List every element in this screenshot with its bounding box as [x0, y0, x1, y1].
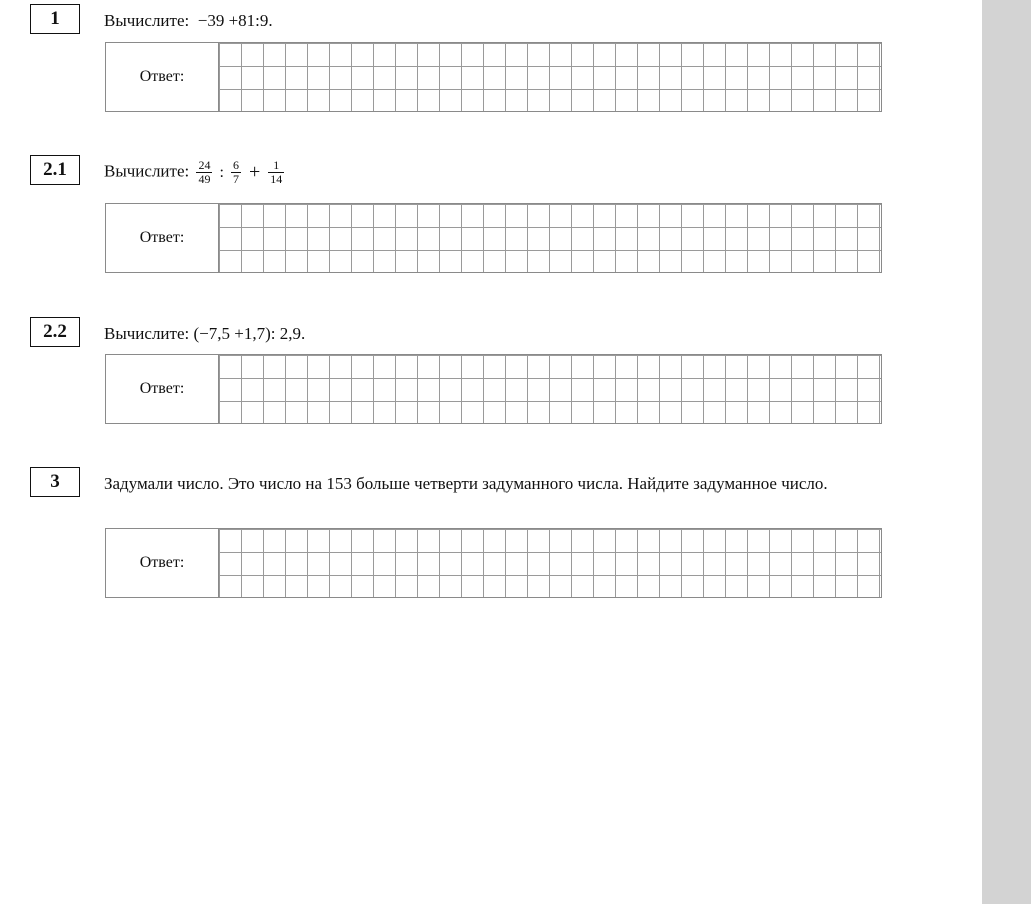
task-number-2-1: 2.1: [30, 155, 80, 185]
fraction-numerator: 6: [232, 158, 239, 172]
answer-label: Ответ:: [106, 43, 219, 111]
task-2-2-label: Вычислите:: [104, 324, 190, 343]
task-number-2-2: 2.2: [30, 317, 80, 347]
answer-box-2-2: [105, 354, 882, 424]
task-1-label: Вычислите:: [104, 11, 190, 30]
answer-grid-3[interactable]: [219, 529, 881, 597]
answer-label: Ответ:: [106, 355, 219, 423]
answer-label: Ответ:: [106, 529, 219, 597]
task-2-2-expression: (−7,5 +1,7): 2,9.: [193, 324, 306, 343]
task-3-text: Задумали число. Это число на 153 больше четверти задуманного числа. Найдите задуманное число.: [104, 474, 828, 493]
task-number-1: 1: [30, 4, 80, 34]
side-panel: [982, 0, 1031, 904]
task-2-1-expression: [193, 159, 287, 186]
task-2-2-text: [104, 322, 864, 345]
fraction-numerator: 24: [198, 158, 211, 172]
fraction-numerator: 1: [273, 158, 280, 172]
task-1-expression: −39 +81:9.: [197, 11, 273, 30]
operator-plus: +: [248, 161, 261, 183]
answer-box-1: [105, 42, 882, 112]
fraction: [196, 159, 212, 186]
fraction-denominator: 7: [232, 172, 239, 186]
task-1-text: [104, 9, 864, 32]
answer-grid-2-2[interactable]: [219, 355, 881, 423]
answer-grid-2-1[interactable]: [219, 204, 881, 272]
answer-label: Ответ:: [106, 204, 219, 272]
fraction-denominator: 14: [270, 172, 283, 186]
task-2-1-text: [104, 159, 864, 186]
answer-grid-1[interactable]: [219, 43, 881, 111]
task-number-3: 3: [30, 467, 80, 497]
fraction: [231, 159, 241, 186]
fraction: [268, 159, 284, 186]
answer-box-3: [105, 528, 882, 598]
fraction-denominator: 49: [198, 172, 211, 186]
operator-divide: :: [219, 164, 224, 181]
task-2-1-label: Вычислите:: [104, 161, 190, 181]
answer-box-2-1: [105, 203, 882, 273]
